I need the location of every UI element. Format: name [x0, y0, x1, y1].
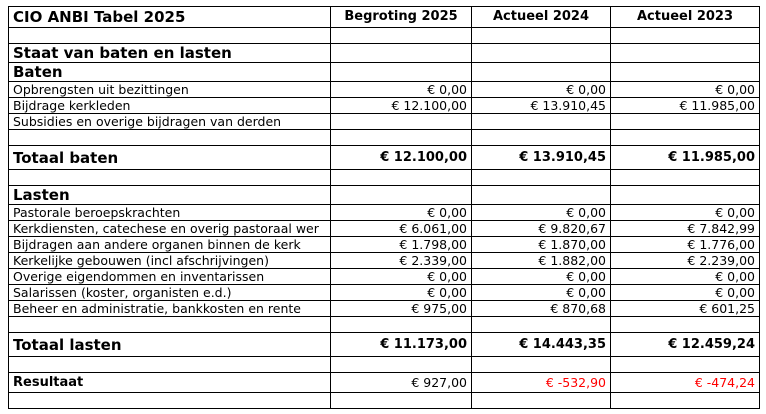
value-cell[interactable]: [611, 114, 760, 130]
value-cell[interactable]: € 0,00: [611, 285, 760, 301]
value-cell[interactable]: € 12.100,00: [331, 98, 472, 114]
value-cell[interactable]: [611, 63, 760, 82]
value-cell[interactable]: [472, 44, 611, 63]
value-cell[interactable]: [611, 44, 760, 63]
row-label[interactable]: Lasten: [9, 186, 331, 205]
value-cell[interactable]: [611, 28, 760, 44]
row-label[interactable]: Pastorale beroepskrachten: [9, 205, 331, 221]
value-cell[interactable]: [611, 317, 760, 333]
value-cell[interactable]: [331, 186, 472, 205]
row-label[interactable]: Beheer en administratie, bankkosten en rente: [9, 301, 331, 317]
row-label[interactable]: [9, 357, 331, 373]
value-cell[interactable]: € 0,00: [331, 269, 472, 285]
value-cell[interactable]: € 1.870,00: [472, 237, 611, 253]
column-header-actueel-2024[interactable]: Actueel 2024: [472, 7, 611, 28]
value-cell[interactable]: [472, 393, 611, 409]
value-cell[interactable]: [472, 28, 611, 44]
table-row: [9, 221, 760, 237]
table-row: [9, 205, 760, 221]
empty-row: [9, 393, 760, 409]
row-label[interactable]: Overige eigendommen en inventarissen: [9, 269, 331, 285]
value-cell[interactable]: [331, 114, 472, 130]
value-cell[interactable]: € 0,00: [611, 82, 760, 98]
value-cell[interactable]: € 2.339,00: [331, 253, 472, 269]
value-cell[interactable]: [472, 317, 611, 333]
value-cell[interactable]: [331, 317, 472, 333]
value-cell[interactable]: € 601,25: [611, 301, 760, 317]
value-cell[interactable]: € 0,00: [611, 269, 760, 285]
header-row: [9, 7, 760, 28]
value-cell[interactable]: [331, 44, 472, 63]
value-cell[interactable]: [611, 186, 760, 205]
row-label[interactable]: Staat van baten en lasten: [9, 44, 331, 63]
value-cell[interactable]: € 11.985,00: [611, 146, 760, 170]
table-row: [9, 333, 760, 357]
row-label[interactable]: Bijdragen aan andere organen binnen de kerk: [9, 237, 331, 253]
value-cell[interactable]: [331, 28, 472, 44]
table-row: [9, 186, 760, 205]
value-cell[interactable]: € 1.798,00: [331, 237, 472, 253]
column-header-actueel-2023[interactable]: Actueel 2023: [611, 7, 760, 28]
value-cell[interactable]: [611, 130, 760, 146]
value-cell[interactable]: € 0,00: [331, 205, 472, 221]
row-label[interactable]: [9, 130, 331, 146]
value-cell[interactable]: € 11.173,00: [331, 333, 472, 357]
column-header-begroting-2025[interactable]: Begroting 2025: [331, 7, 472, 28]
row-label[interactable]: Kerkelijke gebouwen (incl afschrijvingen): [9, 253, 331, 269]
table-row: [9, 269, 760, 285]
row-label[interactable]: Baten: [9, 63, 331, 82]
table-row: [9, 146, 760, 170]
value-cell[interactable]: [611, 170, 760, 186]
value-cell[interactable]: [472, 63, 611, 82]
value-cell[interactable]: € 870,68: [472, 301, 611, 317]
value-cell[interactable]: € 2.239,00: [611, 253, 760, 269]
value-cell[interactable]: € 0,00: [472, 205, 611, 221]
table-row: [9, 63, 760, 82]
row-label[interactable]: [9, 28, 331, 44]
value-cell[interactable]: € 14.443,35: [472, 333, 611, 357]
value-cell[interactable]: € 13.910,45: [472, 98, 611, 114]
value-cell[interactable]: [472, 130, 611, 146]
value-cell[interactable]: [472, 186, 611, 205]
table-row: [9, 373, 760, 393]
value-cell[interactable]: [472, 114, 611, 130]
value-cell[interactable]: € 6.061,00: [331, 221, 472, 237]
value-cell[interactable]: € 1.882,00: [472, 253, 611, 269]
row-label[interactable]: Salarissen (koster, organisten e.d.): [9, 285, 331, 301]
row-label[interactable]: [9, 393, 331, 409]
value-cell[interactable]: € 0,00: [331, 285, 472, 301]
row-label[interactable]: Totaal lasten: [9, 333, 331, 357]
value-cell[interactable]: € 0,00: [472, 285, 611, 301]
value-cell[interactable]: [331, 170, 472, 186]
empty-row: [9, 357, 760, 373]
table-row: [9, 82, 760, 98]
value-cell[interactable]: € 975,00: [331, 301, 472, 317]
value-cell[interactable]: [611, 393, 760, 409]
value-cell[interactable]: € 12.100,00: [331, 146, 472, 170]
value-cell[interactable]: € 7.842,99: [611, 221, 760, 237]
value-cell[interactable]: [611, 357, 760, 373]
row-label[interactable]: [9, 170, 331, 186]
value-cell[interactable]: [331, 357, 472, 373]
table-row: [9, 237, 760, 253]
value-cell[interactable]: [472, 170, 611, 186]
row-label[interactable]: Opbrengsten uit bezittingen: [9, 82, 331, 98]
value-cell[interactable]: € 0,00: [472, 82, 611, 98]
row-label[interactable]: Bijdrage kerkleden: [9, 98, 331, 114]
value-cell[interactable]: € -474,24: [611, 373, 760, 393]
value-cell[interactable]: € 1.776,00: [611, 237, 760, 253]
anbi-table: [8, 6, 760, 409]
row-label[interactable]: Kerkdiensten, catechese en overig pastoraal wer: [9, 221, 331, 237]
value-cell[interactable]: € 13.910,45: [472, 146, 611, 170]
row-label[interactable]: Subsidies en overige bijdragen van derden: [9, 114, 331, 130]
value-cell[interactable]: [331, 63, 472, 82]
value-cell[interactable]: [331, 130, 472, 146]
value-cell[interactable]: € 12.459,24: [611, 333, 760, 357]
table-row: [9, 285, 760, 301]
empty-row: [9, 170, 760, 186]
empty-row: [9, 28, 760, 44]
table-row: [9, 98, 760, 114]
value-cell[interactable]: € 0,00: [331, 82, 472, 98]
table-title[interactable]: CIO ANBI Tabel 2025: [9, 7, 331, 28]
row-label[interactable]: Totaal baten: [9, 146, 331, 170]
value-cell[interactable]: € 927,00: [331, 373, 472, 393]
value-cell[interactable]: € 0,00: [611, 205, 760, 221]
row-label[interactable]: Resultaat: [9, 373, 331, 393]
table-row: [9, 44, 760, 63]
value-cell[interactable]: € -532,90: [472, 373, 611, 393]
value-cell[interactable]: [472, 357, 611, 373]
row-label[interactable]: [9, 317, 331, 333]
table-row: [9, 301, 760, 317]
table-row: [9, 253, 760, 269]
value-cell[interactable]: [331, 393, 472, 409]
value-cell[interactable]: € 9.820,67: [472, 221, 611, 237]
empty-row: [9, 130, 760, 146]
value-cell[interactable]: € 11.985,00: [611, 98, 760, 114]
table-row: [9, 114, 760, 130]
value-cell[interactable]: € 0,00: [472, 269, 611, 285]
empty-row: [9, 317, 760, 333]
